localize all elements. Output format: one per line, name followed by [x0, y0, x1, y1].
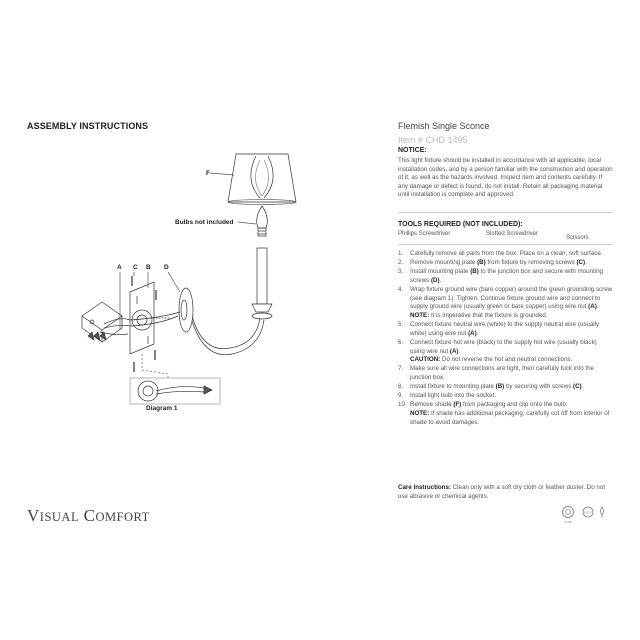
step-text-part: Install mounting plate: [410, 268, 471, 276]
brand-initial-c: C: [83, 506, 96, 525]
care-instructions: [398, 484, 613, 501]
certification-marks: [560, 502, 610, 526]
notice-body: [398, 157, 613, 200]
step-text-part: .: [439, 276, 442, 284]
step-number: 3.: [398, 268, 404, 276]
step-ref-bold: (B): [470, 268, 479, 276]
step-text: [410, 392, 613, 401]
care-heading: Care Instructions:: [398, 484, 451, 491]
step-ref-bold: (F): [453, 401, 462, 409]
step-number: 2.: [398, 259, 404, 267]
step-text: [410, 259, 613, 268]
step-number: 8.: [398, 383, 404, 391]
step-note: [410, 312, 613, 321]
step-text: [410, 250, 613, 259]
step-text: [410, 339, 613, 365]
step-ref-bold: (C): [576, 259, 586, 267]
label-b: B: [146, 264, 151, 271]
step-text-part: from packaging and clip onto the bulb.: [461, 401, 568, 409]
diagram1-inset: [130, 378, 220, 404]
step-text-part: Wrap fixture ground wire (bare copper) around the green grounding screw (see diagram 1). Tighten. Continue fixture ground wire and connect to supply ground wire (usually green or bare copper) using wire nut: [410, 285, 613, 311]
step-item: [398, 268, 613, 285]
step-note: [410, 356, 613, 365]
assembly-diagram: [60, 140, 300, 420]
step-item: [398, 365, 613, 382]
step-ref-bold: (A): [449, 347, 459, 355]
step-number: 5.: [398, 321, 404, 329]
note-text: It is imperative that the fixture is grounded.: [429, 312, 548, 320]
csa-cert-icon: [563, 507, 574, 525]
step-ref-bold: (B): [477, 259, 486, 267]
step-item: [398, 383, 613, 392]
tool-scissors: Scissors: [566, 235, 589, 241]
note-label: NOTE:: [410, 410, 430, 418]
bulb-symbol-icon: [601, 507, 604, 518]
step-text: [410, 383, 613, 392]
tools-heading: TOOLS REQUIRED (NOT INCLUDED):: [398, 221, 523, 228]
step-text-part: Make sure all wire connections are tight, then carefully tuck into the junction box.: [410, 365, 594, 382]
bulb-illustration: [257, 206, 268, 236]
bulbs-not-included-label: Bulbs not included: [175, 219, 234, 226]
step-text-part: .: [458, 347, 461, 355]
dry-location-icon: [583, 507, 593, 517]
step-number: 7.: [398, 365, 404, 373]
candle-socket-illustration: [252, 248, 272, 319]
step-text-part: Remove shade: [410, 401, 454, 409]
care-body: Clean only with a soft dry cloth or feather duster. Do not use abrasive or chemical agents.: [398, 484, 606, 500]
note-label: NOTE:: [410, 312, 430, 320]
cert1-text: c us: [564, 520, 572, 524]
step-text-part: Install light bulb into the socket.: [410, 392, 496, 400]
step-ref-bold: (B): [495, 383, 505, 391]
diagram1-label: Diagram 1: [146, 405, 178, 412]
step-ref-bold: (D): [430, 276, 440, 284]
label-d: D: [164, 264, 169, 271]
step-text-part: .: [581, 383, 584, 391]
step-text-part: Carefully remove all parts from the box. Place on a clean, soft surface.: [410, 250, 603, 257]
step-ref-bold: (A): [588, 303, 597, 311]
step-text: [410, 286, 613, 321]
step-number: 6.: [398, 338, 404, 346]
step-item: [398, 339, 613, 365]
step-text-part: .: [476, 329, 479, 337]
backplate-illustration: [179, 288, 193, 332]
step-text-part: from fixture by removing screws: [485, 259, 577, 267]
shade-illustration: [228, 154, 296, 205]
step-text: [410, 268, 613, 285]
step-note: [410, 410, 613, 427]
step-item: [398, 321, 613, 338]
step-number: 1.: [398, 250, 404, 257]
step-text: [410, 401, 613, 427]
brand-rest-isual: ISUAL: [39, 510, 80, 524]
step-item: [398, 401, 613, 427]
brand-logo: [27, 506, 150, 526]
step-text-part: .: [596, 303, 599, 311]
product-title: Flemish Single Sconce: [398, 121, 490, 131]
step-text-part: to the junction box and secure with mounting screws: [410, 268, 603, 284]
step-number: 4.: [398, 285, 404, 293]
step-text-part: Remove mounting plate: [410, 259, 478, 267]
step-item: [398, 286, 613, 321]
note-label: CAUTION:: [410, 356, 441, 364]
cert2-text: CSTY: [583, 510, 593, 515]
step-text-part: .: [585, 259, 587, 267]
step-ref-bold: (A): [468, 329, 477, 337]
step-text-part: Connect fixture neutral wire (white) to the supply neutral wire (usually white) using wire nut: [410, 321, 600, 337]
label-a: A: [117, 264, 122, 271]
item-number: Item # CHD 1495: [398, 135, 468, 145]
step-item: [398, 259, 613, 268]
notice-heading: NOTICE:: [398, 147, 427, 154]
note-text: Do not reverse the hot and neutral connections.: [440, 356, 573, 364]
step-item: [398, 250, 613, 259]
leader-bulb: [238, 222, 256, 224]
tool-phillips: Phillips Screwdriver: [398, 231, 451, 237]
notice-text: This light fixture should be installed in accordance with all applicable, local installation codes, and by a person familiar with the construction and operation of it, as well as the hazards involved. Inspect item and contents carefully. If any damage or defect is found, do not install. Retain all packaging material until installation is complete and approved.: [398, 157, 613, 199]
divider: [398, 244, 613, 245]
leader-f: [210, 173, 234, 175]
step-text: [410, 365, 613, 382]
step-text-part: Connect fixture hot wire (black) to the supply hot wire (usually black) using wire nut: [410, 338, 597, 355]
label-c: C: [133, 264, 138, 271]
step-ref-bold: (C): [573, 383, 582, 391]
step-text: [410, 321, 613, 338]
step-text-part: Install fixture to mounting plate: [410, 383, 496, 391]
divider: [398, 212, 613, 213]
brand-initial-v: V: [27, 506, 40, 525]
step-item: [398, 392, 613, 401]
note-text: If shade has additional packaging, carefully cut off from interior of shade to avoid damages.: [410, 410, 610, 426]
step-number: 10.: [398, 401, 407, 409]
label-f: F: [206, 170, 210, 177]
assembly-title: ASSEMBLY INSTRUCTIONS: [27, 121, 149, 131]
step-text-part: by securing with screws: [504, 383, 574, 391]
steps-list: [398, 250, 613, 428]
brand-rest-omfort: OMFORT: [95, 510, 150, 524]
tool-slotted: Slotted Screwdriver: [486, 231, 539, 237]
step-number: 9.: [398, 392, 404, 400]
